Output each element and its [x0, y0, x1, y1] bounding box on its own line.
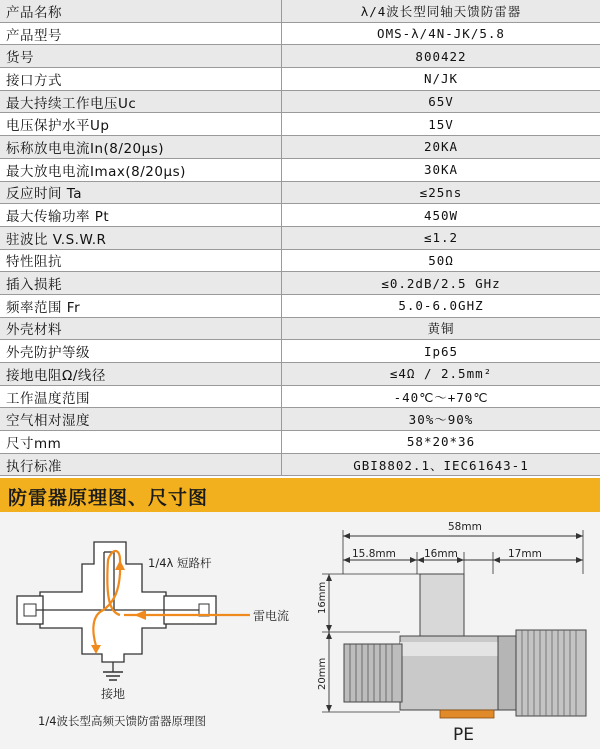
spec-key: 产品型号 — [0, 22, 282, 45]
spec-row — [0, 181, 600, 204]
spec-value: 15V — [282, 113, 600, 136]
left-n-connector — [344, 644, 402, 702]
spec-value: OMS-λ/4N-JK/5.8 — [282, 22, 600, 45]
height-top-label: 16mm — [317, 582, 328, 614]
spec-key: 工作温度范围 — [0, 385, 282, 408]
spec-row — [0, 45, 600, 68]
spec-value: 65V — [282, 90, 600, 113]
spec-value: ≤4Ω / 2.5mm² — [282, 363, 600, 386]
spec-row — [0, 22, 600, 45]
spec-row — [0, 340, 600, 363]
dim-arrow-icon — [326, 632, 332, 639]
schematic-caption: 1/4波长型高频天馈防雷器原理图 — [38, 714, 206, 728]
right-nut — [498, 636, 516, 710]
spec-value: ≤1.2 — [282, 226, 600, 249]
spec-value: ≤25ns — [282, 181, 600, 204]
left-pin — [24, 604, 36, 616]
spec-value: GBI8802.1、IEC61643-1 — [282, 453, 600, 476]
spec-key: 外壳防护等级 — [0, 340, 282, 363]
spec-value: ≤0.2dB/2.5 GHz — [282, 272, 600, 295]
spec-key: 接口方式 — [0, 68, 282, 91]
spec-key: 尺寸mm — [0, 431, 282, 454]
spec-key: 插入损耗 — [0, 272, 282, 295]
spec-value: 58*20*36 — [282, 431, 600, 454]
spec-key: 特性阻抗 — [0, 249, 282, 272]
left-dim-label: 15.8mm — [352, 548, 396, 560]
dim-arrow-icon — [326, 705, 332, 712]
spec-row — [0, 68, 600, 91]
spec-row — [0, 0, 600, 22]
lightning-current-label: 雷电流 — [253, 608, 289, 623]
mid-dim-label: 16mm — [424, 548, 458, 560]
right-dim-label: 17mm — [508, 548, 542, 560]
spec-value: 30%～90% — [282, 408, 600, 431]
spec-row — [0, 90, 600, 113]
dim-arrow-icon — [576, 557, 583, 563]
drawings-svg — [0, 512, 600, 749]
spec-value: λ/4波长型同轴天馈防雷器 — [282, 0, 600, 22]
spec-value: -40℃～+70℃ — [282, 385, 600, 408]
dim-arrow-icon — [410, 557, 417, 563]
dim-arrow-icon — [576, 533, 583, 539]
dim-arrow-icon — [493, 557, 500, 563]
spec-row — [0, 136, 600, 159]
spec-key: 货号 — [0, 45, 282, 68]
body-highlight — [400, 642, 500, 656]
pe-label: PE — [453, 725, 474, 745]
spec-key: 最大传输功率 Pt — [0, 204, 282, 227]
spec-row — [0, 272, 600, 295]
short-rod-label: 1/4λ 短路杆 — [148, 556, 212, 570]
spec-value: 20KA — [282, 136, 600, 159]
spec-value: 800422 — [282, 45, 600, 68]
spec-key: 反应时间 Ta — [0, 181, 282, 204]
ground-icon — [103, 672, 123, 680]
drawings-area — [0, 512, 600, 749]
spec-row — [0, 204, 600, 227]
dim-arrow-icon — [343, 557, 350, 563]
schematic-diagram — [17, 542, 289, 728]
spec-key: 空气相对湿度 — [0, 408, 282, 431]
spec-value: 黄铜 — [282, 317, 600, 340]
section-title: 防雷器原理图、尺寸图 — [8, 483, 208, 510]
spec-key: 执行标准 — [0, 453, 282, 476]
pe-ground-lug — [440, 710, 494, 718]
spec-key: 电压保护水平Up — [0, 113, 282, 136]
ground-label: 接地 — [101, 686, 125, 701]
dim-arrow-icon — [343, 533, 350, 539]
spec-row — [0, 113, 600, 136]
spec-row — [0, 453, 600, 476]
right-n-connector — [516, 630, 586, 716]
spec-value: 30KA — [282, 158, 600, 181]
dim-arrow-icon — [326, 574, 332, 581]
spec-key: 驻波比 V.S.W.R — [0, 226, 282, 249]
dim-arrow-icon — [457, 557, 464, 563]
dimension-drawing — [317, 521, 586, 745]
spec-row — [0, 385, 600, 408]
spec-key: 外壳材料 — [0, 317, 282, 340]
spec-row — [0, 249, 600, 272]
spec-value: 5.0-6.0GHZ — [282, 294, 600, 317]
spec-key: 标称放电电流In(8/20μs) — [0, 136, 282, 159]
height-bottom-label: 20mm — [317, 658, 328, 690]
spec-row — [0, 431, 600, 454]
dim-arrow-icon — [417, 557, 424, 563]
spec-row — [0, 317, 600, 340]
spec-key: 最大放电电流Imax(8/20μs) — [0, 158, 282, 181]
spec-key: 频率范围 Fr — [0, 294, 282, 317]
spec-value: N/JK — [282, 68, 600, 91]
spec-value: 50Ω — [282, 249, 600, 272]
spec-row — [0, 226, 600, 249]
spec-key: 接地电阻Ω/线径 — [0, 363, 282, 386]
dim-arrow-icon — [326, 625, 332, 632]
spec-value: Ip65 — [282, 340, 600, 363]
total-dim-label: 58mm — [448, 521, 482, 533]
section-title-band — [0, 478, 600, 512]
device-top-stub — [420, 574, 464, 638]
spec-key: 最大持续工作电压Uc — [0, 90, 282, 113]
spec-key: 产品名称 — [0, 0, 282, 22]
spec-row — [0, 408, 600, 431]
spec-row — [0, 158, 600, 181]
spec-row — [0, 363, 600, 386]
spec-row — [0, 294, 600, 317]
spec-value: 450W — [282, 204, 600, 227]
